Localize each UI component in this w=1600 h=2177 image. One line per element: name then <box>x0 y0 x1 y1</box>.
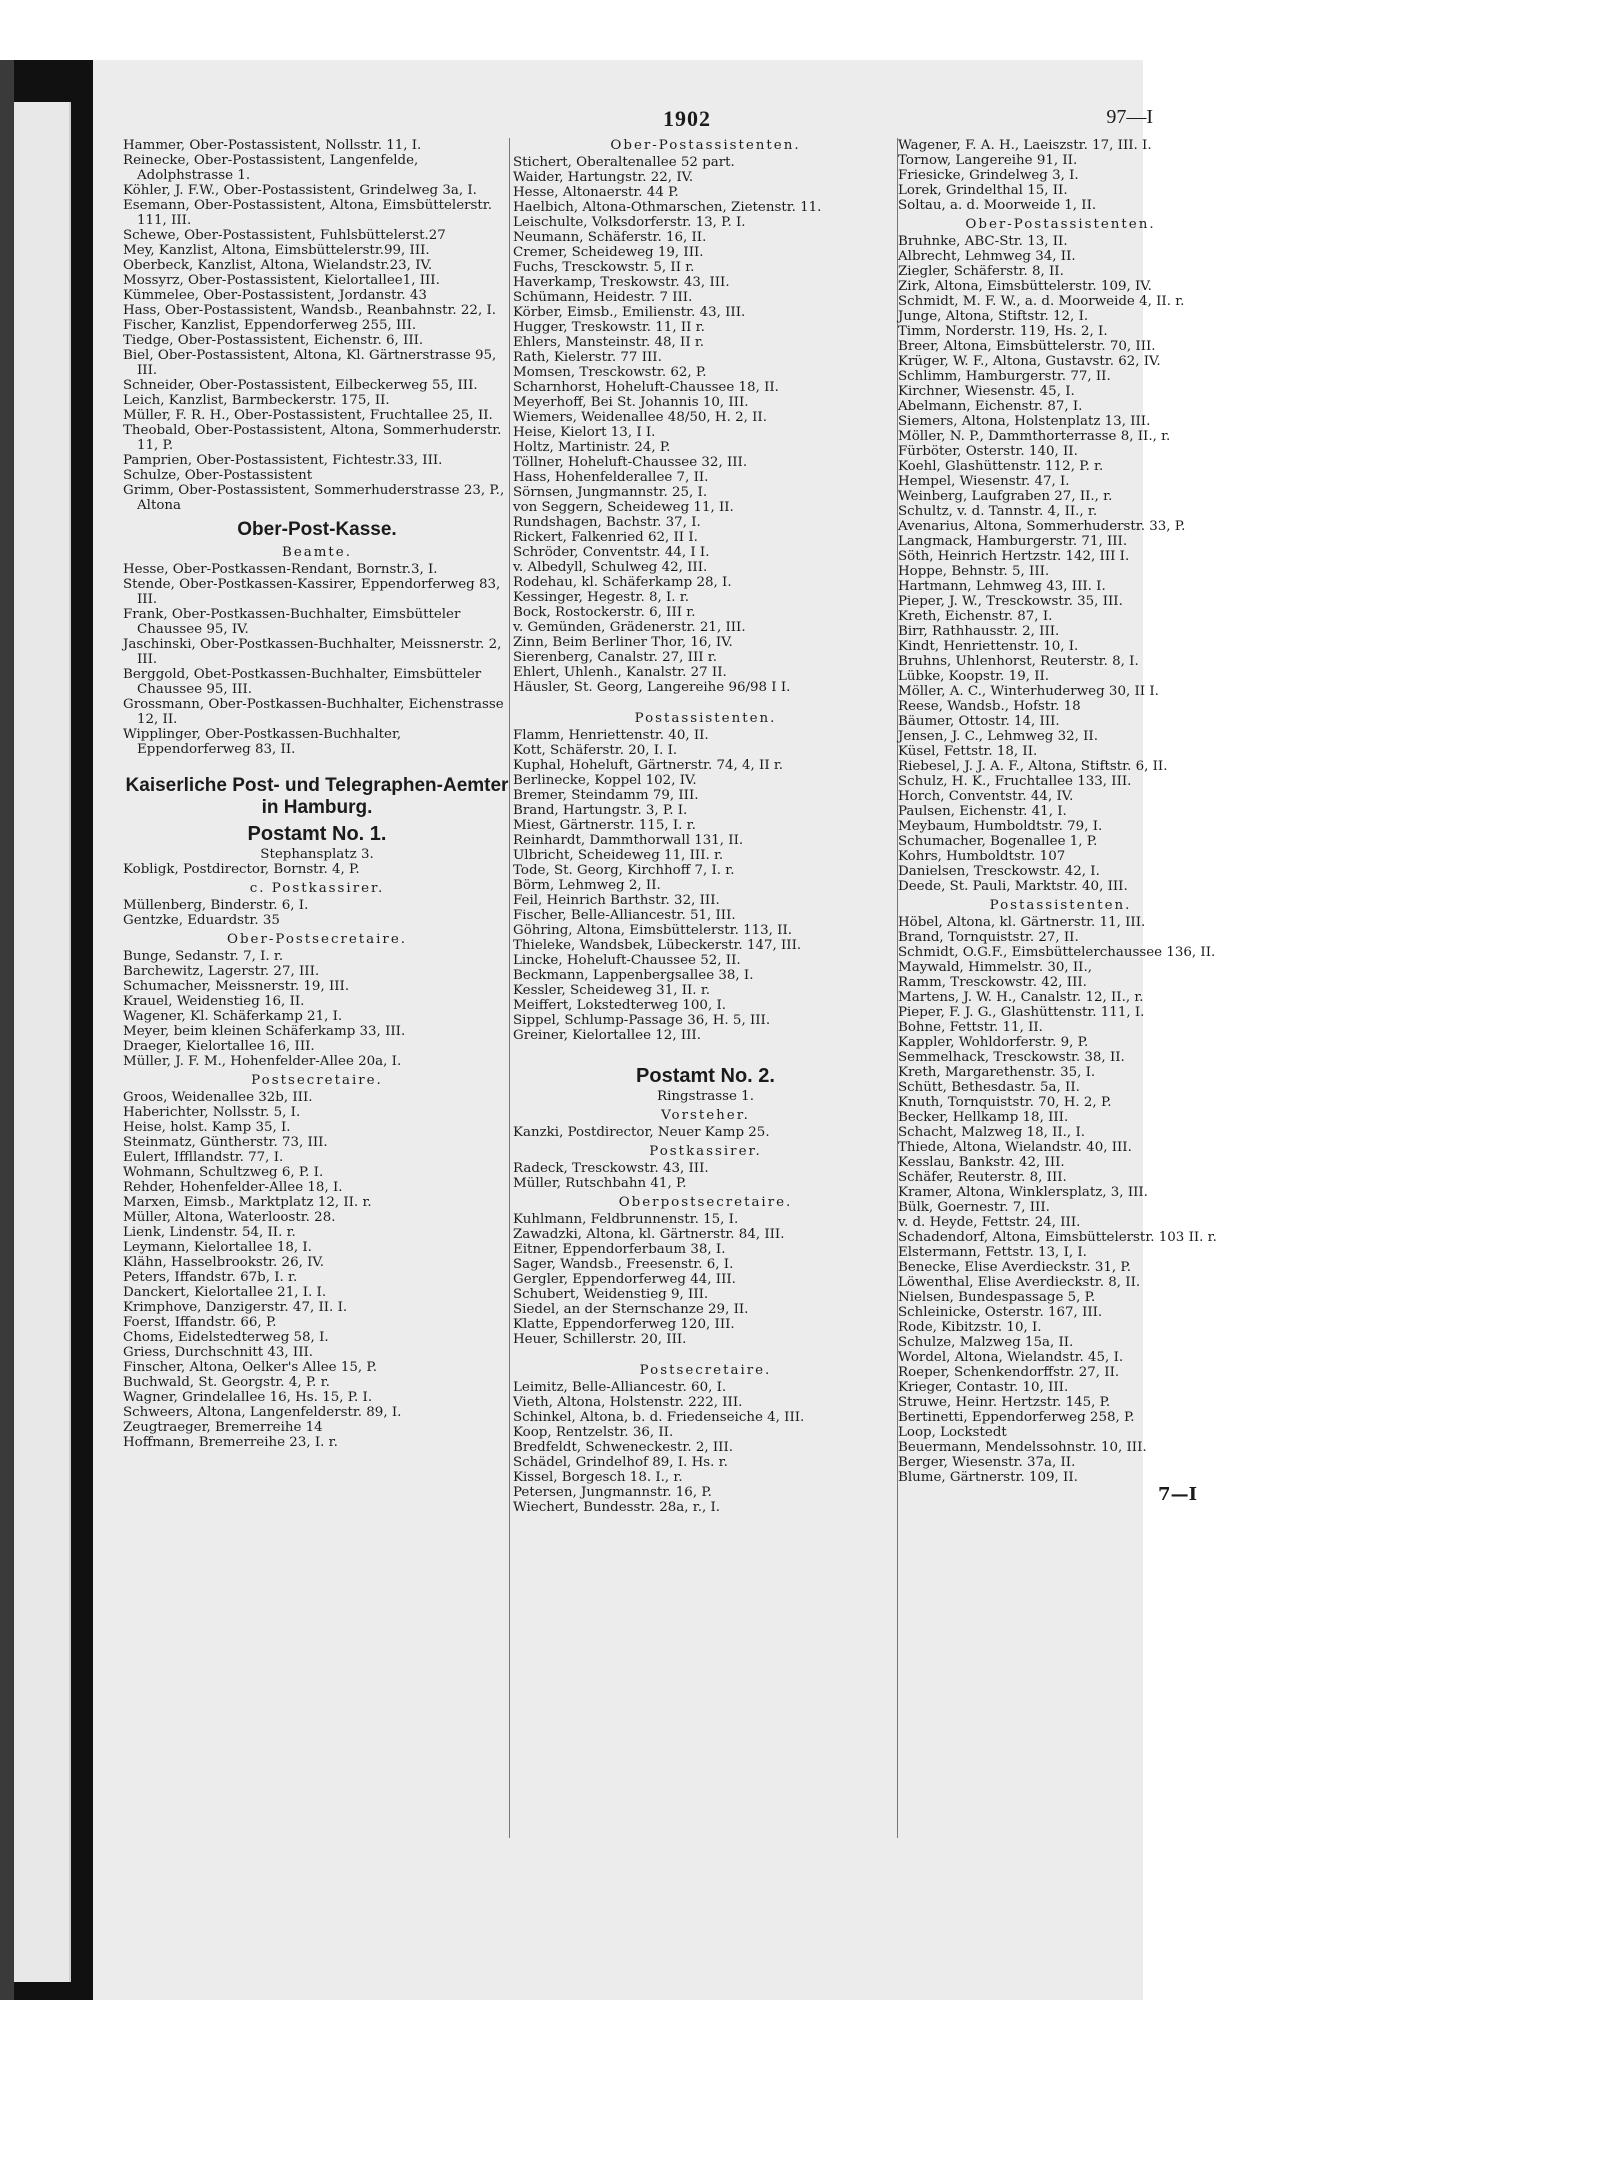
directory-entry: Zirk, Altona, Eimsbüttelerstr. 109, IV. <box>898 279 1152 294</box>
directory-entry: Gergler, Eppendorferweg 44, III. <box>513 1272 736 1287</box>
directory-entry: Siemers, Altona, Holstenplatz 13, III. <box>898 414 1151 429</box>
directory-entry: Rundshagen, Bachstr. 37, I. <box>513 515 701 530</box>
directory-entry: Greiner, Kielortallee 12, III. <box>513 1028 701 1043</box>
directory-entry: Krüger, W. F., Altona, Gustavstr. 62, IV. <box>898 354 1161 369</box>
directory-entry: Kissel, Borgesch 18. I., r. <box>513 1470 683 1485</box>
directory-entry: Pamprien, Ober-Postassistent, Fichtestr.33, III. <box>123 453 443 468</box>
directory-entry: Kuhlmann, Feldbrunnenstr. 15, I. <box>513 1212 739 1227</box>
directory-entry: Wiechert, Bundesstr. 28a, r., I. <box>513 1500 721 1515</box>
directory-entry: Zeugtraeger, Bremerreihe 14 <box>123 1420 323 1435</box>
directory-entry: Wohmann, Schultzweg 6, P. I. <box>123 1165 324 1180</box>
directory-entry: Bremer, Steindamm 79, III. <box>513 788 699 803</box>
directory-entry: Peters, Iffandstr. 67b, I. r. <box>123 1270 298 1285</box>
directory-entry: Eulert, Iffllandstr. 77, I. <box>123 1150 284 1165</box>
subsection-title-oberpostsecretaire: Oberpostsecretaire. <box>618 1195 793 1210</box>
directory-entry: Flamm, Henriettenstr. 40, II. <box>513 728 709 743</box>
directory-entry: Rode, Kibitzstr. 10, I. <box>898 1320 1042 1335</box>
directory-entry: Jensen, J. C., Lehmweg 32, II. <box>898 729 1098 744</box>
directory-entry: Hass, Hohenfelderallee 7, II. <box>513 470 709 485</box>
directory-entry: Birr, Rathhausstr. 2, III. <box>898 624 1060 639</box>
directory-entry: Bruhnke, ABC-Str. 13, II. <box>898 234 1068 249</box>
previous-page-edge <box>14 102 71 1982</box>
directory-entry: Körber, Eimsb., Emilienstr. 43, III. <box>513 305 746 320</box>
directory-entry: v. d. Heyde, Fettstr. 24, III. <box>898 1215 1081 1230</box>
directory-entry: Rath, Kielerstr. 77 III. <box>513 350 662 365</box>
directory-entry: Thieleke, Wandsbek, Lübeckerstr. 147, III. <box>513 938 802 953</box>
directory-entry: Wagener, F. A. H., Laeiszstr. 17, III. I. <box>898 138 1152 153</box>
directory-entry: Zawadzki, Altona, kl. Gärtnerstr. 84, III. <box>513 1227 785 1242</box>
directory-entry: Wagener, Kl. Schäferkamp 21, I. <box>123 1009 343 1024</box>
directory-entry: Bredfeldt, Schweneckestr. 2, III. <box>513 1440 733 1455</box>
directory-entry: Benecke, Elise Averdieckstr. 31, P. <box>898 1260 1131 1275</box>
directory-entry: Neumann, Schäferstr. 16, II. <box>513 230 707 245</box>
directory-entry: Stende, Ober-Postkassen-Kassirer, Eppendorferweg 83, III. <box>123 577 501 607</box>
directory-entry: Deede, St. Pauli, Marktstr. 40, III. <box>898 879 1128 894</box>
binding-edge <box>0 60 14 2000</box>
directory-entry: Griess, Durchschnitt 43, III. <box>123 1345 314 1360</box>
entry-list <box>123 949 511 1069</box>
directory-entry: Fürböter, Osterstr. 140, II. <box>898 444 1078 459</box>
directory-entry: Schmidt, M. F. W., a. d. Moorweide 4, II. r. <box>898 294 1185 309</box>
directory-entry: Küsel, Fettstr. 18, II. <box>898 744 1038 759</box>
directory-entry: Kirchner, Wiesenstr. 45, I. <box>898 384 1075 399</box>
directory-entry: Hesse, Altonaerstr. 44 P. <box>513 185 679 200</box>
directory-entry: Lübke, Koopstr. 19, II. <box>898 669 1050 684</box>
directory-entry: Kreth, Margarethenstr. 35, I. <box>898 1065 1096 1080</box>
directory-entry: Elstermann, Fettstr. 13, I, I. <box>898 1245 1087 1260</box>
entry-list <box>513 1161 898 1191</box>
postamt-address: Stephansplatz 3. <box>260 847 374 862</box>
directory-entry: Cremer, Scheideweg 19, III. <box>513 245 704 260</box>
directory-entry: Bohne, Fettstr. 11, II. <box>898 1020 1043 1035</box>
directory-entry: Soltau, a. d. Moorweide 1, II. <box>898 198 1097 213</box>
directory-entry: Finscher, Altona, Oelker's Allee 15, P. <box>123 1360 377 1375</box>
directory-entry: Tode, St. Georg, Kirchhoff 7, I. r. <box>513 863 735 878</box>
directory-entry: Löwenthal, Elise Averdieckstr. 8, II. <box>898 1275 1141 1290</box>
directory-entry: Reese, Wandsb., Hofstr. 18 <box>898 699 1081 714</box>
directory-entry: Müller, F. R. H., Ober-Postassistent, Fruchtallee 25, II. <box>123 408 493 423</box>
directory-entry: Albrecht, Lehmweg 34, II. <box>898 249 1076 264</box>
directory-entry: Danielsen, Tresckowstr. 42, I. <box>898 864 1100 879</box>
directory-entry: Wagner, Grindelallee 16, Hs. 15, P. I. <box>123 1390 373 1405</box>
directory-entry: v. Albedyll, Schulweg 42, III. <box>513 560 708 575</box>
directory-entry: Heise, Kielort 13, I I. <box>513 425 656 440</box>
entry-list <box>123 138 511 513</box>
directory-entry: Schlimm, Hamburgerstr. 77, II. <box>898 369 1111 384</box>
directory-entry: Sörnsen, Jungmannstr. 25, I. <box>513 485 708 500</box>
directory-entry: Rodehau, kl. Schäferkamp 28, I. <box>513 575 732 590</box>
postamt-address: Ringstrasse 1. <box>657 1089 754 1104</box>
directory-entry: Feil, Heinrich Barthstr. 32, III. <box>513 893 720 908</box>
directory-entry: Bock, Rostockerstr. 6, III r. <box>513 605 696 620</box>
directory-entry: Schneider, Ober-Postassistent, Eilbeckerweg 55, III. <box>123 378 478 393</box>
directory-entry: Thiede, Altona, Wielandstr. 40, III. <box>898 1140 1132 1155</box>
directory-entry: Pieper, J. W., Tresckowstr. 35, III. <box>898 594 1123 609</box>
page-number: 97—I <box>1106 106 1153 128</box>
directory-entry: Schulze, Ober-Postassistent <box>123 468 313 483</box>
directory-entry: Steinmatz, Güntherstr. 73, III. <box>123 1135 328 1150</box>
entry-list <box>123 898 511 928</box>
directory-entry: Schäfer, Reuterstr. 8, III. <box>898 1170 1067 1185</box>
directory-entry: Ulbricht, Scheideweg 11, III. r. <box>513 848 724 863</box>
page-footer-mark: 7—I <box>1158 1484 1197 1505</box>
directory-entry: Lincke, Hoheluft-Chaussee 52, II. <box>513 953 741 968</box>
directory-entry: Höbel, Altona, kl. Gärtnerstr. 11, III. <box>898 915 1146 930</box>
column-3 <box>898 138 1223 1505</box>
directory-entry: Martens, J. W. H., Canalstr. 12, II., r. <box>898 990 1144 1005</box>
directory-entry: Holtz, Martinistr. 24, P. <box>513 440 671 455</box>
directory-entry: Nielsen, Bundespassage 5, P. <box>898 1290 1096 1305</box>
directory-entry: Leimitz, Belle-Alliancestr. 60, I. <box>513 1380 727 1395</box>
directory-entry: Müller, J. F. M., Hohenfelder-Allee 20a, I. <box>123 1054 402 1069</box>
directory-entry: Marxen, Eimsb., Marktplatz 12, II. r. <box>123 1195 372 1210</box>
directory-entry: Friesicke, Grindelweg 3, I. <box>898 168 1079 183</box>
directory-entry: Semmelhack, Tresckowstr. 38, II. <box>898 1050 1125 1065</box>
directory-entry: Paulsen, Eichenstr. 41, I. <box>898 804 1067 819</box>
directory-entry: Klatte, Eppendorferweg 120, III. <box>513 1317 735 1332</box>
directory-entry: Sierenberg, Canalstr. 27, III r. <box>513 650 717 665</box>
directory-entry: Ehlers, Mansteinstr. 48, II r. <box>513 335 705 350</box>
directory-entry: Gentzke, Eduardstr. 35 <box>123 913 280 928</box>
directory-entry: Krauel, Weidenstieg 16, II. <box>123 994 305 1009</box>
directory-entry: Schumacher, Bogenallee 1, P. <box>898 834 1098 849</box>
directory-entry: Koehl, Glashüttenstr. 112, P. r. <box>898 459 1104 474</box>
directory-entry: Kreth, Eichenstr. 87, I. <box>898 609 1053 624</box>
directory-entry: Kesslau, Bankstr. 42, III. <box>898 1155 1065 1170</box>
directory-entry: Bunge, Sedanstr. 7, I. r. <box>123 949 284 964</box>
directory-entry: Leischulte, Volksdorferstr. 13, P. I. <box>513 215 746 230</box>
directory-entry: Waider, Hartungstr. 22, IV. <box>513 170 694 185</box>
directory-entry: Sager, Wandsb., Freesenstr. 6, I. <box>513 1257 734 1272</box>
directory-entry: Töllner, Hoheluft-Chaussee 32, III. <box>513 455 748 470</box>
book-binding <box>0 60 93 2000</box>
directory-entry: Eitner, Eppendorferbaum 38, I. <box>513 1242 726 1257</box>
directory-entry: Schleinicke, Osterstr. 167, III. <box>898 1305 1103 1320</box>
directory-entry: Fischer, Kanzlist, Eppendorferweg 255, III. <box>123 318 417 333</box>
page-year: 1902 <box>663 106 711 131</box>
directory-entry: Maywald, Himmelstr. 30, II., <box>898 960 1092 975</box>
directory-entry: Breer, Altona, Eimsbüttelerstr. 70, III. <box>898 339 1156 354</box>
section-title-postamt-1: Postamt No. 1. <box>247 823 387 845</box>
entry-list <box>513 1212 898 1347</box>
subsection-title-postsecretaire: Postsecretaire. <box>251 1073 383 1088</box>
directory-entry: Stichert, Oberaltenallee 52 part. <box>513 155 735 170</box>
directory-entry: Müller, Rutschbahn 41, P. <box>513 1176 687 1191</box>
directory-entry: Kümmelee, Ober-Postassistent, Jordanstr. 43 <box>123 288 427 303</box>
directory-entry: Brand, Tornquiststr. 27, II. <box>898 930 1079 945</box>
directory-entry: Hass, Ober-Postassistent, Wandsb., Reanbahnstr. 22, I. <box>123 303 497 318</box>
entry-list <box>513 155 898 695</box>
directory-entry: Ramm, Tresckowstr. 42, III. <box>898 975 1087 990</box>
directory-entry: Schubert, Weidenstieg 9, III. <box>513 1287 709 1302</box>
directory-entry: Pieper, F. J. G., Glashüttenstr. 111, I. <box>898 1005 1145 1020</box>
directory-page <box>93 60 1217 2000</box>
entry-list <box>513 728 898 1043</box>
subsection-title-postkassirer: c. Postkassirer. <box>249 881 385 896</box>
directory-entry: Jaschinski, Ober-Postkassen-Buchhalter, Meissnerstr. 2, III. <box>123 637 502 667</box>
column-2 <box>513 138 898 1515</box>
directory-entry: Haberichter, Nollsstr. 5, I. <box>123 1105 301 1120</box>
directory-entry: Grossmann, Ober-Postkassen-Buchhalter, Eichenstrasse 12, II. <box>123 697 504 727</box>
directory-entry: Bruhns, Uhlenhorst, Reuterstr. 8, I. <box>898 654 1139 669</box>
directory-entry: Momsen, Tresckowstr. 62, P. <box>513 365 707 380</box>
entry-list <box>513 1380 898 1515</box>
directory-entry: v. Gemünden, Grädenerstr. 21, III. <box>513 620 746 635</box>
directory-entry: Mey, Kanzlist, Altona, Eimsbüttelerstr.99, III. <box>123 243 430 258</box>
directory-entry: Sippel, Schlump-Passage 36, H. 5, III. <box>513 1013 771 1028</box>
directory-entry: Choms, Eidelstedterweg 58, I. <box>123 1330 329 1345</box>
directory-entry: Söth, Heinrich Hertzstr. 142, III I. <box>898 549 1130 564</box>
directory-entry: Horch, Conventstr. 44, IV. <box>898 789 1074 804</box>
directory-entry: Rehder, Hohenfelder-Allee 18, I. <box>123 1180 343 1195</box>
directory-entry: Timm, Norderstr. 119, Hs. 2, I. <box>898 324 1108 339</box>
directory-entry: Zinn, Beim Berliner Thor, 16, IV. <box>513 635 733 650</box>
directory-entry: Becker, Hellkamp 18, III. <box>898 1110 1069 1125</box>
directory-entry: Schacht, Malzweg 18, II., I. <box>898 1125 1085 1140</box>
directory-entry: Heuer, Schillerstr. 20, III. <box>513 1332 687 1347</box>
directory-entry: Börm, Lehmweg 2, II. <box>513 878 661 893</box>
directory-entry: Ziegler, Schäferstr. 8, II. <box>898 264 1064 279</box>
directory-entry: Haverkamp, Treskowstr. 43, III. <box>513 275 730 290</box>
directory-entry: Weinberg, Laufgraben 27, II., r. <box>898 489 1113 504</box>
directory-entry: Köhler, J. F.W., Ober-Postassistent, Grindelweg 3a, I. <box>123 183 477 198</box>
entry-list <box>898 138 1223 213</box>
directory-entry: Hartmann, Lehmweg 43, III. I. <box>898 579 1106 594</box>
directory-entry: Frank, Ober-Postkassen-Buchhalter, Eimsbütteler Chaussee 95, IV. <box>123 607 461 637</box>
directory-entry: Struwe, Heinr. Hertzstr. 145, P. <box>898 1395 1111 1410</box>
directory-entry: Schinkel, Altona, b. d. Friedenseiche 4, III. <box>513 1410 805 1425</box>
subsection-title-postassistenten: Postassistenten. <box>989 898 1132 913</box>
directory-entry: Junge, Altona, Stiftstr. 12, I. <box>898 309 1089 324</box>
directory-entry: Blume, Gärtnerstr. 109, II. <box>898 1470 1078 1485</box>
directory-entry: Hoppe, Behnstr. 5, III. <box>898 564 1050 579</box>
directory-entry: Fuchs, Tresckowstr. 5, II r. <box>513 260 695 275</box>
directory-entry: Beuermann, Mendelssohnstr. 10, III. <box>898 1440 1147 1455</box>
directory-entry: Siedel, an der Sternschanze 29, II. <box>513 1302 749 1317</box>
directory-entry: Wiemers, Weidenallee 48/50, H. 2, II. <box>513 410 767 425</box>
subsection-title-ober-postassistenten: Ober-Postassistenten. <box>965 217 1156 232</box>
directory-entry: Berlinecke, Koppel 102, IV. <box>513 773 697 788</box>
directory-entry: Möller, A. C., Winterhuderweg 30, II I. <box>898 684 1159 699</box>
section-title-ober-post-kasse: Ober-Post-Kasse. <box>237 519 397 540</box>
directory-entry: Groos, Weidenallee 32b, III. <box>123 1090 313 1105</box>
subsection-title-beamte: Beamte. <box>281 545 352 560</box>
directory-entry: Lienk, Lindenstr. 54, II. r. <box>123 1225 296 1240</box>
section-title-kaiserliche-aemter: Kaiserliche Post- und Telegraphen-Aemter in Hamburg. <box>125 775 509 818</box>
postdirector-entry: Kanzki, Postdirector, Neuer Kamp 25. <box>513 1125 770 1140</box>
directory-entry: Avenarius, Altona, Sommerhuderstr. 33, P. <box>898 519 1186 534</box>
directory-entry: Oberbeck, Kanzlist, Altona, Wielandstr.23, IV. <box>123 258 433 273</box>
directory-entry: Loop, Lockstedt <box>898 1425 1007 1440</box>
directory-entry: Petersen, Jungmannstr. 16, P. <box>513 1485 712 1500</box>
directory-entry: Koop, Rentzelstr. 36, II. <box>513 1425 674 1440</box>
subsection-title-ober-postsecretaire: Ober-Postsecretaire. <box>226 932 408 947</box>
entry-list <box>123 1090 511 1450</box>
directory-entry: Kindt, Henriettenstr. 10, I. <box>898 639 1079 654</box>
directory-entry: Göhring, Altona, Eimsbüttelerstr. 113, II. <box>513 923 793 938</box>
directory-entry: Reinecke, Ober-Postassistent, Langenfelde, Adolphstrasse 1. <box>123 153 419 183</box>
directory-entry: Haelbich, Altona-Othmarschen, Zietenstr. 11. <box>513 200 822 215</box>
directory-entry: Wordel, Altona, Wielandstr. 45, I. <box>898 1350 1124 1365</box>
directory-entry: Draeger, Kielortallee 16, III. <box>123 1039 315 1054</box>
directory-entry: Müller, Altona, Waterloostr. 28. <box>123 1210 336 1225</box>
directory-entry: Vieth, Altona, Holstenstr. 222, III. <box>513 1395 743 1410</box>
directory-entry: Meyerhoff, Bei St. Johannis 10, III. <box>513 395 749 410</box>
directory-entry: Buchwald, St. Georgstr. 4, P. r. <box>123 1375 330 1390</box>
directory-entry: Leymann, Kielortallee 18, I. <box>123 1240 312 1255</box>
directory-entry: Schulze, Malzweg 15a, II. <box>898 1335 1074 1350</box>
subsection-title-ober-postassistenten: Ober-Postassistenten. <box>610 138 801 153</box>
entry-list <box>123 562 511 757</box>
directory-entry: Schmidt, O.G.F., Eimsbüttelerchaussee 136, II. <box>898 945 1216 960</box>
directory-entry: Miest, Gärtnerstr. 115, I. r. <box>513 818 696 833</box>
directory-entry: Bertinetti, Eppendorferweg 258, P. <box>898 1410 1135 1425</box>
directory-entry: Brand, Hartungstr. 3, P. I. <box>513 803 688 818</box>
directory-entry: Hoffmann, Bremerreihe 23, I. r. <box>123 1435 338 1450</box>
section-title-postamt-2: Postamt No. 2. <box>636 1065 775 1087</box>
directory-entry: Lorek, Grindelthal 15, II. <box>898 183 1068 198</box>
directory-entry: Kuphal, Hoheluft, Gärtnerstr. 74, 4, II r. <box>513 758 784 773</box>
directory-entry: Hammer, Ober-Postassistent, Nollsstr. 11, I. <box>123 138 422 153</box>
column-1 <box>123 138 511 1450</box>
directory-entry: Foerst, Iffandstr. 66, P. <box>123 1315 277 1330</box>
directory-entry: Danckert, Kielortallee 21, I. I. <box>123 1285 327 1300</box>
subsection-title-postkassirer: Postkassirer. <box>649 1144 762 1159</box>
directory-entry: Schultz, v. d. Tannstr. 4, II., r. <box>898 504 1098 519</box>
directory-entry: Kramer, Altona, Winklersplatz, 3, III. <box>898 1185 1148 1200</box>
directory-entry: Kappler, Wohldorferstr. 9, P. <box>898 1035 1089 1050</box>
directory-entry: Meybaum, Humboldtstr. 79, I. <box>898 819 1103 834</box>
directory-entry: Hempel, Wiesenstr. 47, I. <box>898 474 1070 489</box>
directory-entry: Meyer, beim kleinen Schäferkamp 33, III. <box>123 1024 406 1039</box>
directory-entry: Rickert, Falkenried 62, II I. <box>513 530 698 545</box>
directory-entry: Kessinger, Hegestr. 8, I. r. <box>513 590 689 605</box>
directory-entry: Mossyrz, Ober-Postassistent, Kielortallee1, III. <box>123 273 440 288</box>
directory-entry: Beckmann, Lappenbergsallee 38, I. <box>513 968 754 983</box>
directory-entry: Krimphove, Danzigerstr. 47, II. I. <box>123 1300 348 1315</box>
directory-entry: Krieger, Contastr. 10, III. <box>898 1380 1069 1395</box>
directory-entry: Ehlert, Uhlenh., Kanalstr. 27 II. <box>513 665 727 680</box>
directory-entry: Kohrs, Humboldtstr. 107 <box>898 849 1066 864</box>
directory-entry: Tornow, Langereihe 91, II. <box>898 153 1078 168</box>
directory-entry: Radeck, Tresckowstr. 43, III. <box>513 1161 709 1176</box>
subsection-title-postsecretaire: Postsecretaire. <box>639 1363 772 1378</box>
directory-entry: Grimm, Ober-Postassistent, Sommerhuderstrasse 23, P., Altona <box>123 483 505 513</box>
directory-entry: Schweers, Altona, Langenfelderstr. 89, I. <box>123 1405 402 1420</box>
directory-entry: Schröder, Conventstr. 44, I I. <box>513 545 710 560</box>
directory-entry: Fischer, Belle-Alliancestr. 51, III. <box>513 908 736 923</box>
directory-entry: Biel, Ober-Postassistent, Altona, Kl. Gärtnerstrasse 95, III. <box>123 348 497 378</box>
directory-entry: Möller, N. P., Dammthorterrasse 8, II., r. <box>898 429 1171 444</box>
directory-entry: Schütt, Bethesdastr. 5a, II. <box>898 1080 1080 1095</box>
entry-list <box>898 915 1223 1485</box>
directory-entry: Roeper, Schenkendorffstr. 27, II. <box>898 1365 1120 1380</box>
directory-entry: Häusler, St. Georg, Langereihe 96/98 I I. <box>513 680 791 695</box>
directory-entry: Berggold, Obet-Postkassen-Buchhalter, Eimsbütteler Chaussee 95, III. <box>123 667 482 697</box>
directory-entry: Berger, Wiesenstr. 37a, II. <box>898 1455 1076 1470</box>
directory-entry: Schumacher, Meissnerstr. 19, III. <box>123 979 350 994</box>
directory-entry: Bäumer, Ottostr. 14, III. <box>898 714 1060 729</box>
directory-entry: Müllenberg, Binderstr. 6, I. <box>123 898 309 913</box>
directory-entry: Hugger, Treskowstr. 11, II r. <box>513 320 705 335</box>
directory-entry: Tiedge, Ober-Postassistent, Eichenstr. 6, III. <box>123 333 424 348</box>
directory-entry: Knuth, Tornquiststr. 70, H. 2, P. <box>898 1095 1112 1110</box>
directory-entry: Barchewitz, Lagerstr. 27, III. <box>123 964 320 979</box>
directory-entry: Schadendorf, Altona, Eimsbüttelerstr. 103 II. r. <box>898 1230 1217 1245</box>
postdirector-entry: Kobligk, Postdirector, Bornstr. 4, P. <box>123 862 360 877</box>
directory-entry: Klähn, Hasselbrookstr. 26, IV. <box>123 1255 324 1270</box>
directory-entry: Schümann, Heidestr. 7 III. <box>513 290 693 305</box>
directory-entry: Bülk, Goernestr. 7, III. <box>898 1200 1050 1215</box>
directory-entry: Schulz, H. K., Fruchtallee 133, III. <box>898 774 1132 789</box>
directory-entry: Wipplinger, Ober-Postkassen-Buchhalter, Eppendorferweg 83, II. <box>123 727 402 757</box>
subsection-title-vorsteher: Vorsteher. <box>661 1108 750 1123</box>
directory-entry: Riebesel, J. J. A. F., Altona, Stiftstr. 6, II. <box>898 759 1168 774</box>
directory-entry: Theobald, Ober-Postassistent, Altona, Sommerhuderstr. 11, P. <box>123 423 502 453</box>
directory-entry: Schädel, Grindelhof 89, I. Hs. r. <box>513 1455 728 1470</box>
directory-entry: Kessler, Scheideweg 31, II. r. <box>513 983 711 998</box>
directory-entry: Meiffert, Lokstedterweg 100, I. <box>513 998 727 1013</box>
directory-entry: Esemann, Ober-Postassistent, Altona, Eimsbüttelerstr. 111, III. <box>123 198 492 228</box>
directory-entry: Reinhardt, Dammthorwall 131, II. <box>513 833 744 848</box>
directory-entry: Scharnhorst, Hoheluft-Chaussee 18, II. <box>513 380 779 395</box>
subsection-title-postassistenten: Postassistenten. <box>634 711 777 726</box>
directory-entry: Langmack, Hamburgerstr. 71, III. <box>898 534 1128 549</box>
directory-entry: Leich, Kanzlist, Barmbeckerstr. 175, II. <box>123 393 390 408</box>
directory-entry: von Seggern, Scheideweg 11, II. <box>513 500 734 515</box>
directory-entry: Abelmann, Eichenstr. 87, I. <box>898 399 1083 414</box>
directory-entry: Schewe, Ober-Postassistent, Fuhlsbüttelerst.27 <box>123 228 446 243</box>
directory-entry: Kott, Schäferstr. 20, I. I. <box>513 743 678 758</box>
entry-list <box>898 234 1223 894</box>
directory-entry: Hesse, Ober-Postkassen-Rendant, Bornstr.3, I. <box>123 562 438 577</box>
directory-entry: Heise, holst. Kamp 35, I. <box>123 1120 291 1135</box>
